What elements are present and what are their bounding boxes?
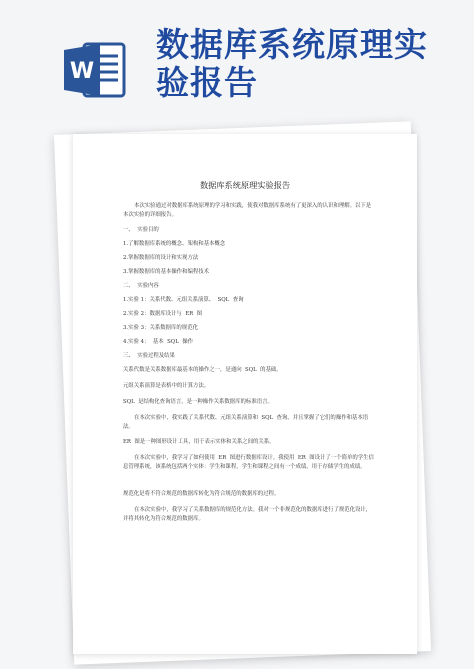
list-item: 1.实验 1：关系代数、元组关系演算、 SQL 查询 [123,297,244,303]
document-title: 数据库系统原理实验报告 [199,180,291,190]
banner-title: 数据库系统原理实验报告 [156,25,428,102]
document-page [73,134,417,654]
section-heading-purpose: 一、 实验目的 [123,227,159,233]
list-item: 2.掌握数据库的设计和实现方法 [123,255,199,261]
body-paragraph: 在本次实验中，我实践了关系代数、元组关系演算和 SQL 查询，并且掌握了它们的操作和基本语法。 [123,415,369,430]
body-paragraph: 规范化是将不符合规范的数据库转化为符合规范的数据库的过程。 [123,491,280,497]
list-item: 2.实验 2：数据库设计与 ER 图 [123,311,203,317]
intro-paragraph: 本次实验通过对数据库系统原理的学习和实践，使我对数据库系统有了更深入的认识和理解。以下是本次实验的详细报告。 [123,203,372,218]
section-heading-process: 三、 实验过程及结果 [123,353,175,359]
section-heading-content: 二、 实验内容 [123,283,159,289]
body-paragraph: SQL 是结构化查询语言，是一种操作关系数据库的标准语言。 [123,399,273,405]
list-item: 4.实验 4： 基本 SQL 操作 [123,339,193,345]
list-item: 3.掌握数据库的基本操作和编程技术 [123,269,210,275]
header-banner [0,0,474,120]
body-paragraph: 在本次实验中，我学习了关系数据库的规范化方法。我对一个非规范化的数据库进行了规范化设计，并将其转化为符合规范的数据库。 [123,507,372,522]
body-paragraph: 关系代数是关系数据库最基本的操作之一，是通向 SQL 的基础。 [123,367,282,373]
svg-text:W: W [69,59,95,84]
body-paragraph: 在本次实验中，我学习了如何使用 ER 图进行数据库设计。我使用 ER 图设计了一个简单的学生信息管理系统，该系统包括两个实体：学生和课程，学生和课程之间有一个成绩，用于存储学生的成绩。 [123,455,374,470]
list-item: 3.实验 3：关系数据库的规范化 [123,325,198,331]
word-document-icon [62,40,128,100]
list-item: 1.了解数据库系统的概念、架构和基本概念 [123,241,226,247]
body-paragraph: ER 图是一种图形设计工具，用于表示实体和关系之间的关系。 [123,439,275,445]
body-paragraph: 元组关系演算是表格中的计算方法。 [123,383,210,389]
